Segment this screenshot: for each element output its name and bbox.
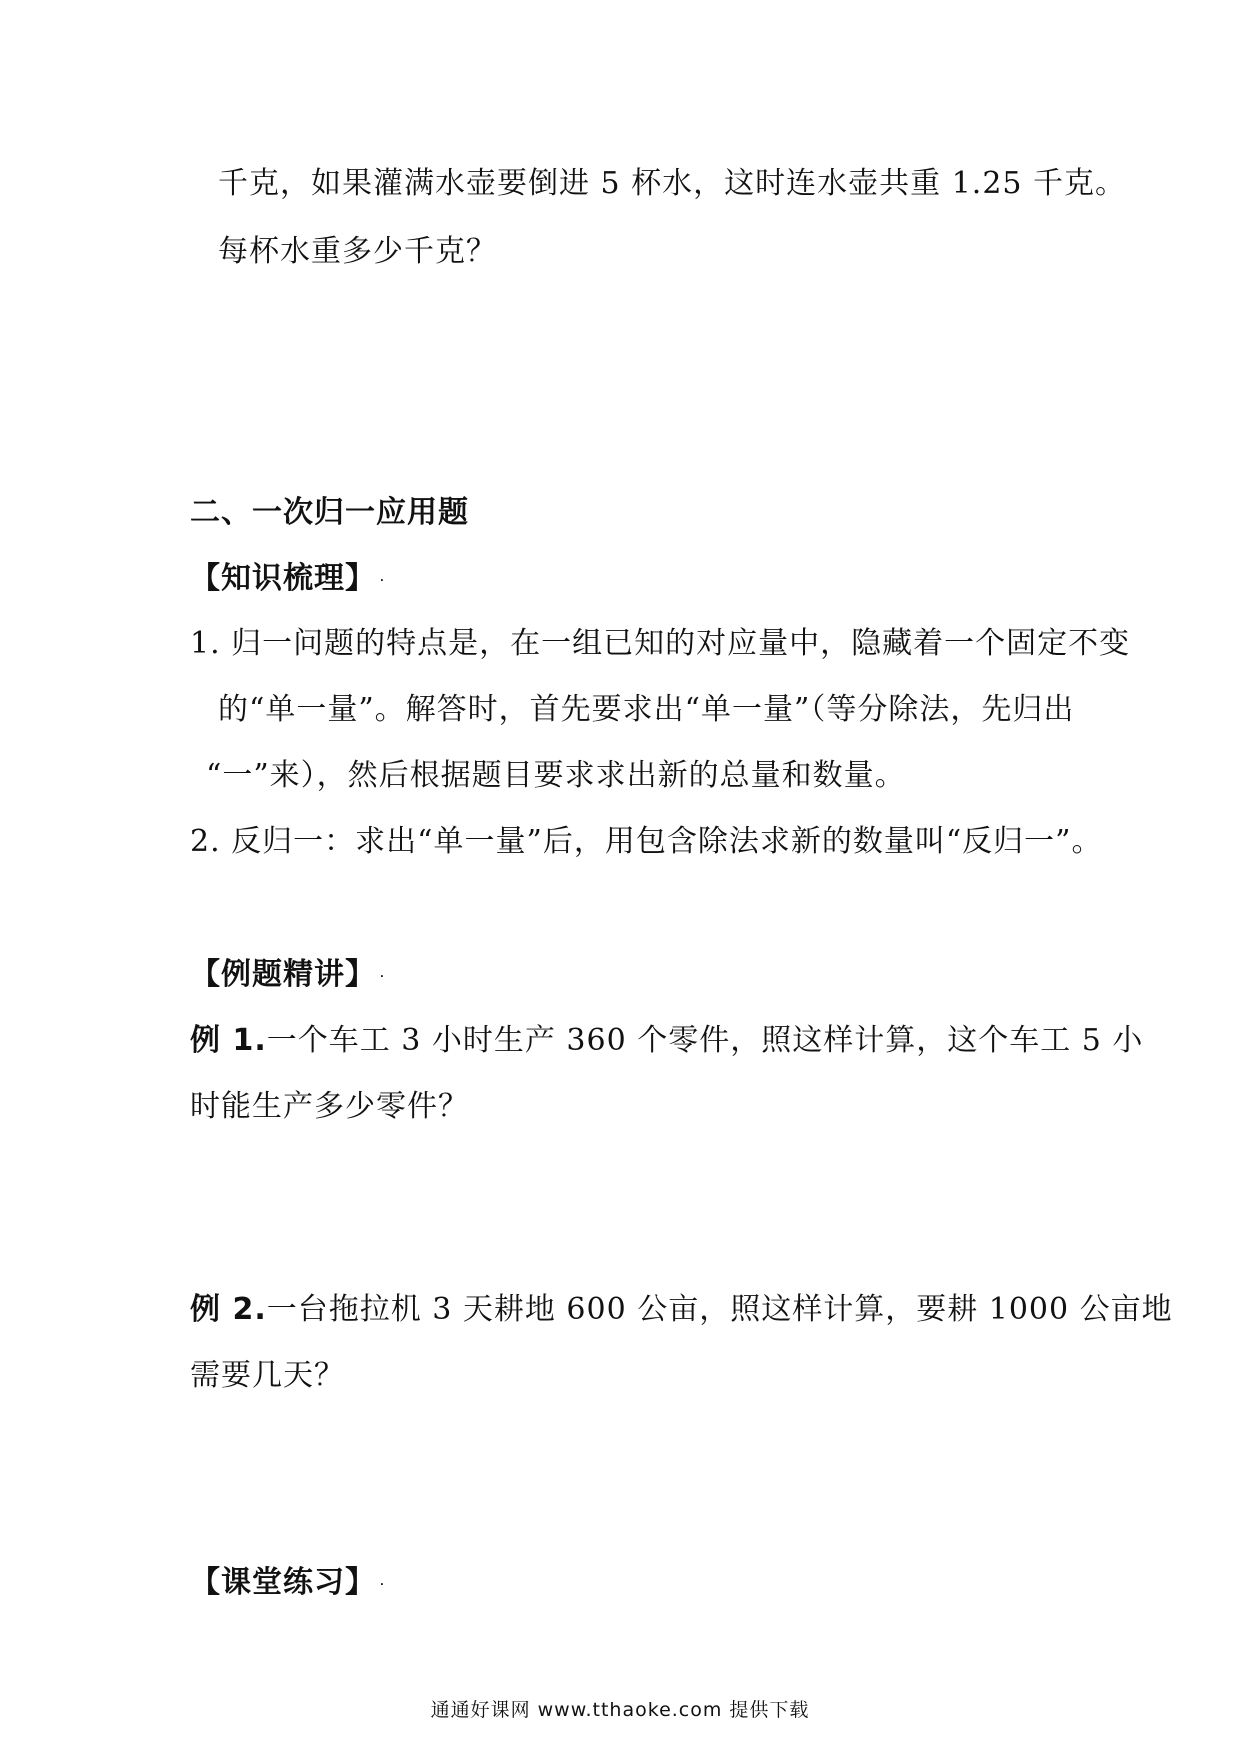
example-1-label: 例 1. [190, 1023, 267, 1058]
section-heading: 二、一次归一应用题 [190, 495, 469, 530]
paragraph-mark-icon: . [380, 573, 385, 584]
example-2-line-1 [190, 1290, 1173, 1330]
knowledge-point-2: 2. 反归一：求出“单一量”后，用包含除法求新的数量叫“反归一”。 [190, 824, 1103, 859]
continuation-line-2: 每杯水重多少千克？ [218, 234, 497, 269]
example-1-line-2: 时能生产多少零件？ [190, 1089, 469, 1124]
knowledge-point-1-line-3: “一”来），然后根据题目要求求出新的总量和数量。 [206, 758, 906, 793]
examples-title [190, 955, 385, 995]
paragraph-mark-icon: . [380, 1577, 385, 1588]
practice-title-text: 【课堂练习】 [190, 1565, 376, 1600]
example-2-label: 例 2. [190, 1292, 267, 1327]
practice-title [190, 1563, 385, 1603]
knowledge-point-1-line-1: 1. 归一问题的特点是，在一组已知的对应量中，隐藏着一个固定不变 [190, 626, 1131, 661]
knowledge-title [190, 559, 385, 599]
examples-title-text: 【例题精讲】 [190, 957, 376, 992]
knowledge-point-1-line-2: 的“单一量”。解答时，首先要求出“单一量”（等分除法，先归出 [218, 692, 1075, 727]
paragraph-mark-icon: . [380, 969, 385, 980]
continuation-line-1: 千克，如果灌满水壶要倒进 5 杯水，这时连水壶共重 1.25 千克。 [218, 166, 1127, 201]
example-2-line-2: 需要几天？ [190, 1358, 345, 1393]
example-2-text: 一台拖拉机 3 天耕地 600 公亩，照这样计算，要耕 1000 公亩地 [266, 1292, 1173, 1327]
knowledge-title-text: 【知识梳理】 [190, 561, 376, 596]
example-1-line-1 [190, 1021, 1143, 1061]
page-footer: 通通好课网 www.tthaoke.com 提供下载 [430, 1699, 810, 1721]
example-1-text: 一个车工 3 小时生产 360 个零件，照这样计算，这个车工 5 小 [266, 1023, 1144, 1058]
